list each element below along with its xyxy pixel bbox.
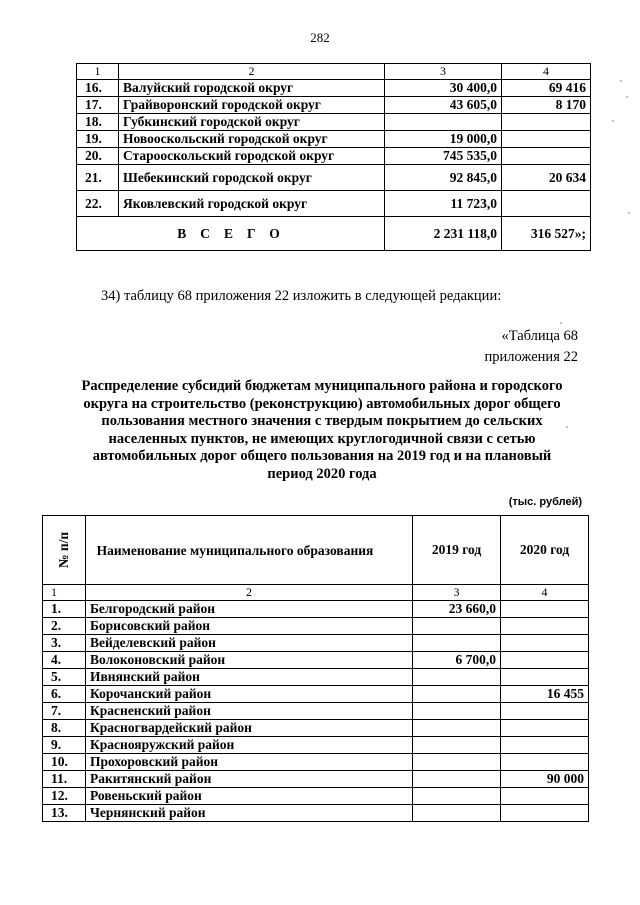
value-2020 bbox=[501, 737, 589, 754]
header-municipality: Наименование муниципального образования bbox=[86, 516, 413, 585]
title-line: автомобильных дорог общего пользования на 2019 год и на плановый bbox=[92, 448, 552, 465]
total-label: ВСЕГО bbox=[77, 217, 385, 251]
district-name: Корочанский район bbox=[86, 686, 413, 703]
value-2019 bbox=[413, 618, 501, 635]
subsidy-table bbox=[42, 515, 589, 822]
value-2019 bbox=[413, 635, 501, 652]
row-number: 20. bbox=[77, 148, 119, 165]
value-col3: 19 000,0 bbox=[385, 131, 502, 148]
value-2019: 6 700,0 bbox=[413, 652, 501, 669]
table-row bbox=[77, 80, 591, 97]
title-line: период 2020 года bbox=[267, 465, 377, 482]
row-number: 12. bbox=[43, 788, 86, 805]
value-2020 bbox=[501, 754, 589, 771]
value-col4 bbox=[502, 191, 591, 217]
district-name: Шебекинский городской округ bbox=[119, 165, 385, 191]
table-row bbox=[43, 788, 589, 805]
table-caption-line1: «Таблица 68 bbox=[501, 328, 578, 344]
value-2020: 90 000 bbox=[501, 771, 589, 788]
scan-speck bbox=[628, 212, 630, 214]
table-caption-line2: приложения 22 bbox=[484, 349, 578, 365]
row-number: 11. bbox=[43, 771, 86, 788]
row-number: 5. bbox=[43, 669, 86, 686]
district-name: Борисовский район bbox=[86, 618, 413, 635]
value-col4: 69 416 bbox=[502, 80, 591, 97]
table-total-row bbox=[77, 217, 591, 251]
row-number: 13. bbox=[43, 805, 86, 822]
value-2019 bbox=[413, 771, 501, 788]
row-number: 8. bbox=[43, 720, 86, 737]
table-title bbox=[56, 378, 588, 484]
column-number: 1 bbox=[77, 64, 119, 80]
value-2020 bbox=[501, 720, 589, 737]
value-col4 bbox=[502, 148, 591, 165]
row-number: 7. bbox=[43, 703, 86, 720]
district-name: Грайворонский городской округ bbox=[119, 97, 385, 114]
table-row bbox=[43, 703, 589, 720]
value-2020 bbox=[501, 635, 589, 652]
table-row bbox=[43, 805, 589, 822]
scan-speck bbox=[612, 120, 614, 122]
header-year-2020: 2020 год bbox=[501, 516, 589, 585]
value-col3: 745 535,0 bbox=[385, 148, 502, 165]
table-row bbox=[77, 131, 591, 148]
value-2019 bbox=[413, 669, 501, 686]
header-year-2019: 2019 год bbox=[413, 516, 501, 585]
table-row bbox=[43, 601, 589, 618]
district-name: Яковлевский городской округ bbox=[119, 191, 385, 217]
value-2020 bbox=[501, 652, 589, 669]
header-row-number-text: № п/п bbox=[56, 531, 71, 569]
table-header-row bbox=[43, 516, 589, 585]
value-col3: 92 845,0 bbox=[385, 165, 502, 191]
total-col3: 2 231 118,0 bbox=[385, 217, 502, 251]
district-name: Ракитянский район bbox=[86, 771, 413, 788]
title-line: населенных пунктов, не имеющих круглогодичной связи с сетью bbox=[108, 430, 536, 447]
scan-speck bbox=[560, 322, 562, 324]
instruction-text: 34) таблицу 68 приложения 22 изложить в следующей редакции: bbox=[101, 288, 502, 304]
table-row bbox=[43, 720, 589, 737]
value-2019 bbox=[413, 703, 501, 720]
title-line: округа на строительство (реконструкцию) автомобильных дорог общего bbox=[83, 395, 561, 412]
district-name: Красненский район bbox=[86, 703, 413, 720]
row-number: 2. bbox=[43, 618, 86, 635]
district-name: Ровеньский район bbox=[86, 788, 413, 805]
title-line: Распределение субсидий бюджетам муниципального района и городского bbox=[81, 378, 563, 394]
value-2020 bbox=[501, 805, 589, 822]
value-2020 bbox=[501, 703, 589, 720]
district-name: Красногвардейский район bbox=[86, 720, 413, 737]
value-col4 bbox=[502, 114, 591, 131]
column-numbers-row bbox=[43, 585, 589, 601]
row-number: 21. bbox=[77, 165, 119, 191]
table-row bbox=[77, 114, 591, 131]
value-2020: 16 455 bbox=[501, 686, 589, 703]
table-row bbox=[43, 652, 589, 669]
page-number: 282 bbox=[310, 30, 330, 45]
value-col3: 30 400,0 bbox=[385, 80, 502, 97]
row-number: 10. bbox=[43, 754, 86, 771]
district-name: Краснояружский район bbox=[86, 737, 413, 754]
value-2019 bbox=[413, 686, 501, 703]
value-col4: 20 634 bbox=[502, 165, 591, 191]
column-number: 2 bbox=[86, 585, 413, 601]
row-number: 22. bbox=[77, 191, 119, 217]
row-number: 6. bbox=[43, 686, 86, 703]
district-name: Ивнянский район bbox=[86, 669, 413, 686]
title-line: пользования местного значения с твердым покрытием до сельских bbox=[101, 413, 543, 430]
column-number: 3 bbox=[413, 585, 501, 601]
scan-speck bbox=[626, 96, 628, 98]
value-2019 bbox=[413, 737, 501, 754]
value-2020 bbox=[501, 788, 589, 805]
table-row bbox=[43, 737, 589, 754]
table-header-row bbox=[77, 64, 591, 80]
value-col4: 8 170 bbox=[502, 97, 591, 114]
scan-speck bbox=[566, 426, 568, 428]
row-number: 9. bbox=[43, 737, 86, 754]
table-row bbox=[77, 148, 591, 165]
header-row-number bbox=[43, 516, 86, 585]
total-col4: 316 527»; bbox=[502, 217, 591, 251]
table-row bbox=[43, 669, 589, 686]
district-name: Валуйский городской округ bbox=[119, 80, 385, 97]
row-number: 1. bbox=[43, 601, 86, 618]
column-number: 4 bbox=[502, 64, 591, 80]
district-name: Старооскольский городской округ bbox=[119, 148, 385, 165]
district-name: Губкинский городской округ bbox=[119, 114, 385, 131]
value-2019 bbox=[413, 788, 501, 805]
table-row bbox=[77, 97, 591, 114]
row-number: 4. bbox=[43, 652, 86, 669]
value-2020 bbox=[501, 601, 589, 618]
column-number: 2 bbox=[119, 64, 385, 80]
district-name: Чернянский район bbox=[86, 805, 413, 822]
district-name: Прохоровский район bbox=[86, 754, 413, 771]
column-number: 4 bbox=[501, 585, 589, 601]
column-number: 1 bbox=[43, 585, 86, 601]
table-row bbox=[77, 165, 591, 191]
value-2020 bbox=[501, 618, 589, 635]
table-row bbox=[43, 686, 589, 703]
units-label: (тыс. рублей) bbox=[508, 496, 582, 508]
value-2019 bbox=[413, 754, 501, 771]
row-number: 17. bbox=[77, 97, 119, 114]
row-number: 18. bbox=[77, 114, 119, 131]
value-2019 bbox=[413, 720, 501, 737]
row-number: 19. bbox=[77, 131, 119, 148]
district-name: Белгородский район bbox=[86, 601, 413, 618]
district-name: Новооскольский городской округ bbox=[119, 131, 385, 148]
value-col4 bbox=[502, 131, 591, 148]
value-col3: 43 605,0 bbox=[385, 97, 502, 114]
value-col3 bbox=[385, 114, 502, 131]
table-row bbox=[43, 771, 589, 788]
column-number: 3 bbox=[385, 64, 502, 80]
table-row bbox=[77, 191, 591, 217]
value-col3: 11 723,0 bbox=[385, 191, 502, 217]
district-name: Вейделевский район bbox=[86, 635, 413, 652]
row-number: 16. bbox=[77, 80, 119, 97]
value-2019: 23 660,0 bbox=[413, 601, 501, 618]
subsidy-table-continued bbox=[76, 63, 591, 251]
table-row bbox=[43, 754, 589, 771]
table-row bbox=[43, 635, 589, 652]
value-2020 bbox=[501, 669, 589, 686]
district-name: Волоконовский район bbox=[86, 652, 413, 669]
table-row bbox=[43, 618, 589, 635]
value-2019 bbox=[413, 805, 501, 822]
scan-speck bbox=[620, 80, 622, 82]
row-number: 3. bbox=[43, 635, 86, 652]
